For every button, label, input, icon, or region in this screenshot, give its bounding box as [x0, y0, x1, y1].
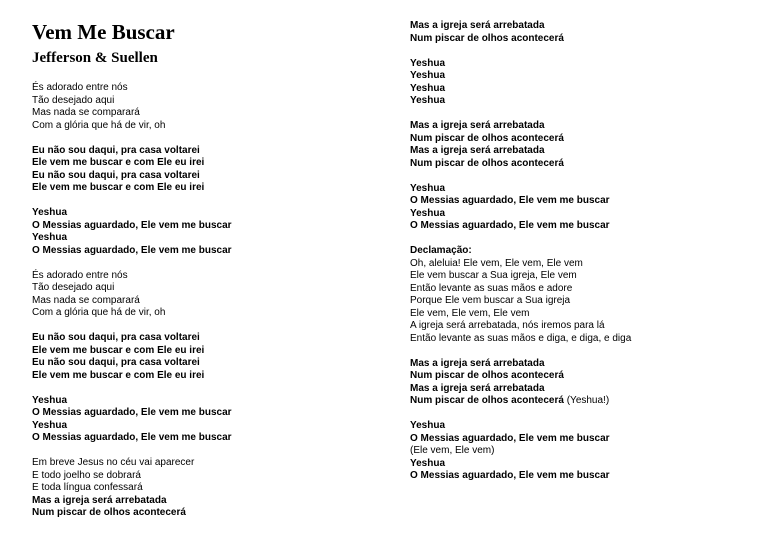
lyric-line: [32, 82, 232, 95]
stanza-gap: [32, 195, 232, 208]
lyric-line: [32, 95, 232, 108]
lyric-text: Num piscar de olhos acontecerá: [410, 157, 564, 169]
lyric-line: [32, 232, 232, 245]
lyric-text: O Messias aguardado, Ele vem me buscar: [410, 195, 610, 206]
lyric-text: Ele vem me buscar e com Ele eu irei: [32, 344, 205, 356]
lyric-text: Yeshua: [410, 457, 446, 469]
lyric-line: [32, 420, 232, 433]
lyric-line: [410, 183, 631, 196]
lyric-line: [32, 332, 232, 345]
lyric-text: Num piscar de olhos acontecerá: [410, 32, 564, 44]
lyric-text: O Messias aguardado, Ele vem me buscar: [410, 470, 610, 481]
lyric-line: [410, 58, 631, 71]
lyric-line: [410, 470, 631, 483]
lyric-text: Yeshua: [410, 420, 446, 431]
lyric-text: O Messias aguardado, Ele vem me buscar: [410, 432, 610, 444]
lyric-line: [32, 432, 232, 445]
lyric-line: [410, 258, 631, 271]
lyric-line: [410, 395, 631, 408]
lyric-line: [410, 295, 631, 308]
lyric-text: Em breve Jesus no céu vai aparecer: [32, 457, 195, 468]
lyric-text: O Messias aguardado, Ele vem me buscar: [32, 407, 232, 418]
lyric-text: Num piscar de olhos acontecerá: [410, 395, 564, 406]
lyric-text: Com a glória que há de vir, oh: [32, 119, 166, 131]
lyric-line: [32, 207, 232, 220]
lyric-text: Yeshua: [32, 394, 68, 406]
lyric-text: E todo joelho se dobrará: [32, 469, 141, 481]
lyric-line: [32, 295, 232, 308]
lyric-line: [32, 482, 232, 495]
lyric-suffix: (Yeshua!): [563, 395, 610, 406]
lyric-line: [32, 157, 232, 170]
lyric-line: [410, 458, 631, 471]
lyric-text: Então levante as suas mãos e adore: [410, 282, 573, 294]
stanza-gap: [32, 132, 232, 145]
lyric-line: [410, 120, 631, 133]
lyric-line: [32, 145, 232, 158]
lyric-line: [410, 420, 631, 433]
lyric-line: [32, 107, 232, 120]
stanza-gap: [410, 45, 631, 58]
lyric-text: Oh, aleluia! Ele vem, Ele vem, Ele vem: [410, 257, 583, 269]
lyric-text: Eu não sou daqui, pra casa voltarei: [32, 144, 200, 156]
lyric-text: Ele vem me buscar e com Ele eu irei: [32, 369, 205, 381]
lyric-text: Eu não sou daqui, pra casa voltarei: [32, 332, 200, 343]
lyric-text: Yeshua: [32, 419, 68, 431]
lyric-line: [32, 507, 232, 520]
lyric-line: [410, 358, 631, 371]
lyric-line: [32, 495, 232, 508]
lyric-text: Yeshua: [410, 182, 446, 194]
lyric-line: [32, 307, 232, 320]
lyric-text: Ele vem buscar a Sua igreja, Ele vem: [410, 270, 577, 281]
lyric-text: És adorado entre nós: [32, 82, 128, 93]
lyric-text: Ele vem me buscar e com Ele eu irei: [32, 157, 205, 168]
lyric-line: [32, 395, 232, 408]
lyric-line: [32, 470, 232, 483]
lyric-line: [410, 83, 631, 96]
lyric-line: [32, 245, 232, 258]
lyric-line: [32, 357, 232, 370]
song-artist: Jefferson & Suellen: [32, 50, 158, 66]
lyric-line: [410, 445, 631, 458]
lyric-text: Mas a igreja será arrebatada: [410, 120, 545, 131]
lyric-line: [410, 208, 631, 221]
lyric-text: Mas a igreja será arrebatada: [410, 20, 545, 31]
lyric-text: Mas a igreja será arrebatada: [410, 357, 545, 369]
stanza-gap: [410, 233, 631, 246]
lyric-text: O Messias aguardado, Ele vem me buscar: [410, 220, 610, 231]
lyric-text: Então levante as suas mãos e diga, e diga, e diga: [410, 332, 632, 344]
stanza-gap: [410, 408, 631, 421]
lyric-text: Mas nada se comparará: [32, 294, 140, 306]
stanza-gap: [32, 257, 232, 270]
lyric-text: (Ele vem, Ele vem): [410, 445, 495, 456]
lyric-text: Eu não sou daqui, pra casa voltarei: [32, 357, 200, 368]
lyric-line: [410, 370, 631, 383]
lyric-line: [410, 333, 631, 346]
lyric-line: [410, 383, 631, 396]
lyric-text: Yeshua: [410, 57, 446, 69]
lyric-line: [410, 158, 631, 171]
lyric-line: [32, 170, 232, 183]
lyric-text: A igreja será arrebatada, nós iremos para lá: [410, 320, 605, 331]
lyric-text: Yeshua: [32, 232, 68, 243]
lyric-line: [32, 407, 232, 420]
left-lyrics: [32, 82, 232, 520]
lyric-line: [32, 282, 232, 295]
lyric-line: [32, 270, 232, 283]
lyric-text: O Messias aguardado, Ele vem me buscar: [32, 219, 232, 231]
lyric-text: Mas a igreja será arrebatada: [32, 494, 167, 506]
lyric-text: Mas nada se comparará: [32, 107, 140, 118]
lyric-line: [410, 33, 631, 46]
lyric-line: [410, 320, 631, 333]
lyric-line: [410, 133, 631, 146]
lyric-text: Yeshua: [410, 95, 446, 106]
lyric-text: O Messias aguardado, Ele vem me buscar: [32, 432, 232, 443]
lyric-text: Porque Ele vem buscar a Sua igreja: [410, 295, 571, 306]
stanza-gap: [410, 170, 631, 183]
lyric-text: Num piscar de olhos acontecerá: [32, 507, 186, 518]
lyric-text: Com a glória que há de vir, oh: [32, 307, 166, 318]
lyric-text: Declamação:: [410, 245, 472, 256]
lyric-line: [410, 20, 631, 33]
lyric-text: Yeshua: [410, 207, 446, 219]
lyric-line: [32, 345, 232, 358]
lyric-line: [410, 433, 631, 446]
lyric-text: Mas a igreja será arrebatada: [410, 145, 545, 156]
lyric-line: [410, 70, 631, 83]
right-lyrics: [410, 20, 631, 483]
lyric-line: [32, 182, 232, 195]
lyric-line: [410, 195, 631, 208]
lyric-line: [410, 308, 631, 321]
lyric-line: [410, 220, 631, 233]
lyric-text: E toda língua confessará: [32, 482, 143, 493]
lyric-text: Tão desejado aqui: [32, 282, 115, 293]
lyric-text: O Messias aguardado, Ele vem me buscar: [32, 244, 232, 256]
lyric-line: [410, 145, 631, 158]
lyric-text: Eu não sou daqui, pra casa voltarei: [32, 169, 200, 181]
lyric-text: Tão desejado aqui: [32, 94, 115, 106]
lyric-text: És adorado entre nós: [32, 269, 128, 281]
lyric-line: [410, 270, 631, 283]
lyric-line: [410, 245, 631, 258]
stanza-gap: [32, 320, 232, 333]
lyric-line: [410, 283, 631, 296]
lyric-line: [32, 457, 232, 470]
lyric-line: [32, 120, 232, 133]
lyric-line: [32, 220, 232, 233]
lyric-text: Num piscar de olhos acontecerá: [410, 370, 564, 381]
lyric-text: Yeshua: [32, 207, 68, 218]
lyric-text: Mas a igreja será arrebatada: [410, 382, 545, 394]
stanza-gap: [410, 345, 631, 358]
lyric-text: Num piscar de olhos acontecerá: [410, 132, 564, 144]
lyric-text: Yeshua: [410, 82, 446, 94]
lyric-text: Yeshua: [410, 70, 446, 81]
song-title: Vem Me Buscar: [32, 20, 175, 44]
lyric-text: Ele vem, Ele vem, Ele vem: [410, 307, 530, 319]
lyric-line: [32, 370, 232, 383]
stanza-gap: [32, 382, 232, 395]
stanza-gap: [410, 108, 631, 121]
lyric-line: [410, 95, 631, 108]
stanza-gap: [32, 445, 232, 458]
lyric-text: Ele vem me buscar e com Ele eu irei: [32, 182, 205, 193]
